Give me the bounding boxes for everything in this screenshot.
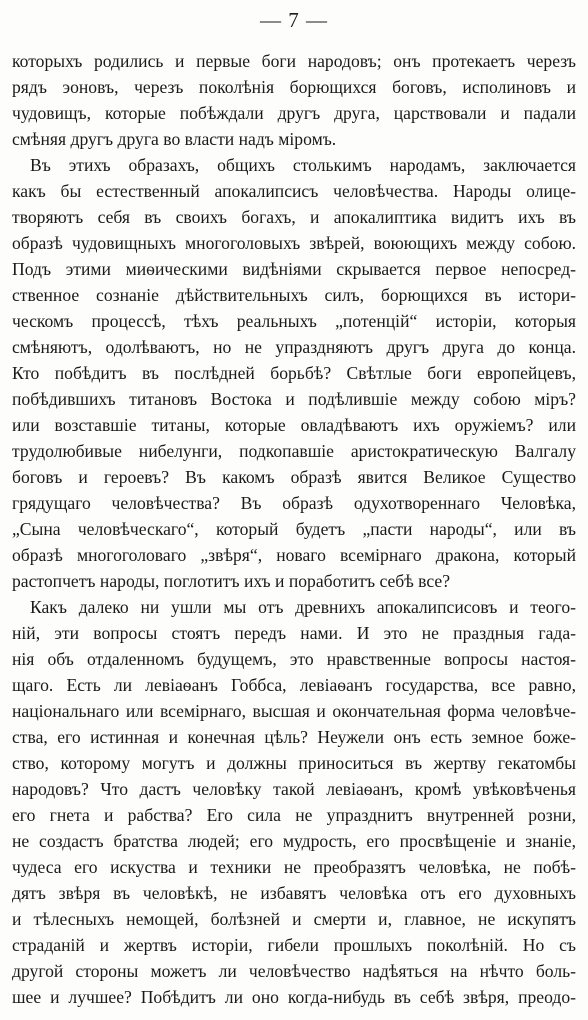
text-line: смѣняютъ, одолѣваютъ, но не упраздняютъ другъ друга до конца. [12, 337, 576, 357]
text-line: дятъ звѣря въ человѣкѣ, не избавятъ человѣка отъ его духовныхъ [12, 883, 576, 903]
text-line: которыхъ родились и первые боги народовъ; онъ протекаетъ черезъ [12, 51, 576, 71]
text-line: народовъ? Что дастъ человѣку такой левіаѳанъ, кромѣ увѣковѣченья [12, 779, 576, 799]
text-line: трудолюбивые нибелунги, подкопавшіе аристократическую Валгалу [12, 441, 576, 461]
text-line: Кто побѣдитъ въ послѣдней борьбѣ? Свѣтлые боги европейцевъ, [12, 363, 576, 383]
text-line: творяютъ себя въ своихъ богахъ, и апокалиптика видитъ ихъ въ [12, 207, 576, 227]
text-line: его гнета и рабства? Его сила не упразднитъ внутренней розни, [12, 805, 576, 825]
text-line: рядъ эоновъ, черезъ поколѣнія борющихся боговъ, исполиновъ и [12, 77, 576, 97]
page-number: — 7 — [260, 8, 328, 32]
text-line: какъ бы естественный апокалипсисъ человѣчества. Народы олице- [12, 181, 576, 201]
text-line: щаго. Есть ли левіаѳанъ Гоббса, левіаѳанъ государства, все равно, [12, 675, 576, 695]
text-line: боговъ и героевъ? Въ какомъ образѣ явится Великое Существо [12, 467, 576, 487]
text-line: или возставшіе титаны, которые овладѣваютъ ихъ оружіемъ? или [12, 415, 576, 435]
text-line: ство, которому могутъ и должны приноситься въ жертву гекатомбы [12, 753, 576, 773]
text-line: образѣ чудовищныхъ многоголовыхъ звѣрей, воюющихъ между собою. [12, 233, 576, 253]
text-line: Подъ этими миѳическими видѣніями скрывается первое непосред- [12, 259, 576, 279]
text-line: побѣдившихъ титановъ Востока и подѣлившіе между собою міръ? [12, 389, 576, 409]
paragraph-first-line: Какъ далеко ни ушли мы отъ древнихъ апокалипсисовъ и теого- [30, 597, 576, 617]
text-line: чудовищъ, которые побѣждали другъ друга, царствовали и падали [12, 103, 576, 123]
text-line: ственное сознаніе дѣйствительныхъ силъ, борющихся въ истори- [12, 285, 576, 305]
text-line: растопчетъ народы, поглотитъ ихъ и поработитъ себѣ все? [12, 571, 451, 591]
text-line: страданій и жертвъ исторіи, гибели прошлыхъ поколѣній. Но съ [12, 935, 576, 955]
text-line: „Сына человѣческаго“, который будетъ „пасти народы“, или въ [12, 519, 576, 539]
text-line: не создастъ братства людей; его мудрость, его просвѣщеніе и знаніе, [12, 831, 576, 851]
text-line: образѣ многоголоваго „звѣря“, новаго всемірнаго дракона, который [12, 545, 576, 565]
text-line: шее и лучшее? Побѣдитъ ли оно когда-нибудь въ себѣ звѣря, преодо- [12, 987, 576, 1007]
text-line: ческомъ процессѣ, тѣхъ реальныхъ „потенцій“ исторіи, которыя [12, 311, 576, 331]
text-line: и тѣлесныхъ немощей, болѣзней и смерти и, главное, не искупятъ [12, 909, 576, 929]
paragraph-first-line: Въ этихъ образахъ, общихъ столькимъ народамъ, заключается [30, 155, 576, 175]
text-line: ства, его истинная и конечная цѣль? Неужели онъ есть земное боже- [12, 727, 576, 747]
text-line: чудеса его искуства и техники не преобразятъ человѣка, не побѣ- [12, 857, 576, 877]
text-line: нія объ отдаленномъ будущемъ, это нравственные вопросы настоя- [12, 649, 576, 669]
text-line: національнаго или всемірнаго, высшая и окончательная форма человѣче- [12, 701, 576, 721]
text-line: другой стороны можетъ ли человѣчество надѣяться на нѣчто боль- [12, 961, 576, 981]
text-line: смѣняя другъ друга во власти надъ міромъ. [12, 129, 337, 149]
text-line: грядущаго человѣчества? Въ образѣ одухотвореннаго Человѣка, [12, 493, 576, 513]
text-line: ній, эти вопросы стоятъ передъ нами. И это не праздныя гада- [12, 623, 576, 643]
